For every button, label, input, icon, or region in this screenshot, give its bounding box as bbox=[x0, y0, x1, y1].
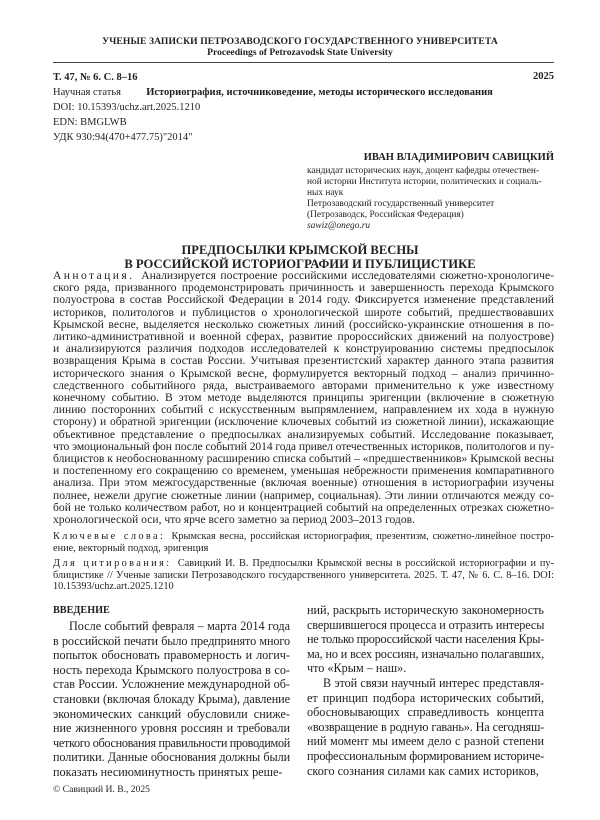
article-type-row bbox=[53, 86, 493, 99]
text-line: полуострова в состав Российской Федерации в 2014 году. Фиксируется изменение представлений bbox=[53, 293, 554, 307]
text-line: Крымской весне, выделяется несколько сюжетных линий (российско-украинские отношения в по- bbox=[53, 317, 554, 331]
author-affiliation bbox=[307, 166, 554, 231]
intro-column-left bbox=[53, 619, 290, 780]
affiliation-line: (Петрозаводск, Российская Федерация) bbox=[307, 209, 464, 220]
affiliation-line: Петрозаводский государственный университет bbox=[307, 198, 495, 209]
text-line: экономических санкций обусловили сниже- bbox=[53, 706, 290, 721]
text-line: попыток обосновать правомерность и логич- bbox=[53, 648, 290, 663]
text-line: ма, но и всех россиян, изначально полагавших, bbox=[307, 646, 544, 661]
abstract bbox=[53, 270, 554, 526]
keywords-label: Ключевые слова: bbox=[53, 531, 172, 542]
text-line: «возвращение в родную гавань». На сегодняш- bbox=[307, 719, 544, 734]
text-line: ского ряда, призванного продемонстрировать причинность и завершенность перехода Крымского bbox=[53, 281, 554, 295]
text-line: обосновывающих справедливость концепта bbox=[307, 705, 544, 720]
text-line: хронологической оси, что ярче всего заметно за период 2003–2013 годов. bbox=[53, 513, 416, 527]
keywords bbox=[53, 531, 554, 554]
affiliation-line: кандидат исторических наук, доцент кафедры отечествен- bbox=[307, 166, 540, 176]
text-line: Для цитирования: Савицкий И. В. Предпосылки Крымской весны в российской историографии и пу- bbox=[53, 558, 555, 569]
text-line: следственного событийного ряда, выстраиваемого авторами применительно к уже известному bbox=[53, 378, 554, 392]
article-section: Историография, источниковедение, методы исторического исследования bbox=[146, 87, 493, 98]
text-line: исторического знания о Крымской весне, формулируется векторный подход – анализ причинно- bbox=[53, 366, 554, 380]
text-line: ние жизненного уровня россиян и требовали bbox=[53, 721, 290, 736]
article-type: Научная статья bbox=[53, 87, 121, 98]
text-line: четкого обоснования правильности проводимой bbox=[53, 735, 290, 750]
journal-title-ru: УЧЕНЫЕ ЗАПИСКИ ПЕТРОЗАВОДСКОГО ГОСУДАРСТВЕННОГО УНИВЕРСИТЕТА bbox=[102, 36, 498, 47]
text-line: в российской печати было предпринято много bbox=[53, 633, 290, 648]
text-line: конечному событию. В этом методе выделяются принципы эригенции (включение в сюжетную bbox=[53, 391, 554, 405]
text-line: анализа. При этом межгосударственные (включая военные) отношения в историографии изучены bbox=[53, 476, 554, 490]
article-title bbox=[0, 244, 600, 271]
text-line: становки (включая блокаду Крыма), давление bbox=[53, 691, 290, 706]
text-line: став России. Усложнение международной об- bbox=[53, 677, 290, 692]
text-line: показать несиюминутность принятых реше- bbox=[53, 764, 283, 779]
edn: EDN: BMGLWB bbox=[53, 117, 127, 128]
text-line: блицистов к необоснованному расширению списка событий – «предшественников» Крымской весны bbox=[53, 452, 554, 466]
copyright-notice: © Савицкий И. В., 2025 bbox=[53, 784, 150, 795]
abstract-label: Аннотация. bbox=[53, 269, 142, 282]
journal-title-en: Proceedings of Petrozavodsk State University bbox=[207, 47, 393, 58]
text-line: историков, политологов и публицистов о хронологической широте событий, предшествовавших bbox=[53, 305, 554, 319]
text-line: и анализируются различия подходов исследователей к конструированию системы предпосылок bbox=[53, 342, 554, 356]
text-line: профессиональным формированием историче- bbox=[307, 748, 544, 763]
intro-column-right bbox=[307, 603, 544, 778]
text-line: ского сознания силами как самих историков, bbox=[307, 763, 539, 778]
text-line: бой не только количеством работ, но и концентрацией событий на определенных отрезках сюжетно- bbox=[53, 500, 554, 514]
text-line: 10.15393/uchz.art.2025.1210 bbox=[53, 581, 174, 593]
text-line: Ключевые слова: Крымская весна, российская историография, презентизм, сюжетно-линейное постро- bbox=[53, 531, 554, 542]
text-line: политики. Данные обоснования должны были bbox=[53, 750, 290, 765]
text-line: сторону) и обратной эригенции (исключение ключевых событий из сюжетной линии), искажающие bbox=[53, 415, 554, 429]
text-line: полнее, нежели другие сюжетные линии (например, социальная). Эти линии отличаются между со- bbox=[53, 488, 554, 502]
text-line: Аннотация. Анализируется построение российскими исследователями сюжетно-хронологиче- bbox=[53, 269, 554, 282]
volume-pages: Т. 47, № 6. С. 8–16 bbox=[53, 72, 138, 83]
udc: УДК 930:94(470+477.75)"2014" bbox=[53, 132, 193, 143]
text-line: ет принцип подбора исторических событий, bbox=[307, 690, 544, 705]
text-line: объективное представление о предпосылках анализируемых событий. Исследование показывает, bbox=[53, 427, 554, 441]
title-line: В РОССИЙСКОЙ ИСТОРИОГРАФИИ И ПУБЛИЦИСТИКЕ bbox=[124, 256, 476, 271]
doi: DOI: 10.15393/uchz.art.2025.1210 bbox=[53, 102, 201, 113]
publication-year: 2025 bbox=[533, 71, 554, 82]
section-heading-introduction: ВВЕДЕНИЕ bbox=[53, 605, 110, 616]
text-line: и постепенному его сокращению со временем, уменьшая небрежности применения компаративного bbox=[53, 464, 554, 478]
text-line: литико-административной и военной сферах, развитие пророссийских движений на полуострове) bbox=[53, 330, 554, 344]
text-line: ение, векторный подход, эригенция bbox=[53, 542, 209, 554]
affiliation-line: ной истории Института истории, политических и социаль- bbox=[307, 176, 542, 187]
text-line: не только пророссийской части населения Кры- bbox=[307, 632, 544, 647]
text-line: блицистике // Ученые записки Петрозаводского государственного университета. 2025. Т. 47, № 6. С. 8–16. DOI: bbox=[53, 569, 554, 581]
author-name: ИВАН ВЛАДИМИРОВИЧ САВИЦКИЙ bbox=[363, 152, 554, 163]
affiliation-line: ных наук bbox=[307, 187, 344, 198]
text-line: что эмоциональный фон после событий 2014 года привел отечественных историков, политологов и пу- bbox=[53, 439, 554, 453]
citation-label: Для цитирования: bbox=[53, 558, 178, 569]
author-email[interactable]: sawiz@onego.ru bbox=[307, 220, 371, 231]
text-line: ний, раскрыть историческую закономерность bbox=[307, 603, 544, 617]
text-line: что «Крым – наш». bbox=[307, 661, 407, 676]
text-line: возвращения Крыма в состав России. Учитывая презентистский характер данного этапа развития bbox=[53, 354, 554, 368]
text-line: В этой связи научный интерес представля- bbox=[323, 675, 544, 690]
text-line: линию посторонних событий с искусственным выпрямлением, направлением их хода в нужную bbox=[53, 403, 554, 417]
text-line: ний момент мы имеем дело с разной степени bbox=[307, 734, 544, 749]
text-line: После событий февраля – марта 2014 года bbox=[69, 619, 290, 633]
text-line: свершившегося процесса и отразить интересы bbox=[307, 617, 545, 632]
title-line: ПРЕДПОСЫЛКИ КРЫМСКОЙ ВЕСНЫ bbox=[181, 243, 419, 257]
citation bbox=[53, 558, 554, 593]
text-line: ность перехода Крымского полуострова в со- bbox=[53, 662, 290, 677]
header-divider bbox=[53, 62, 554, 63]
